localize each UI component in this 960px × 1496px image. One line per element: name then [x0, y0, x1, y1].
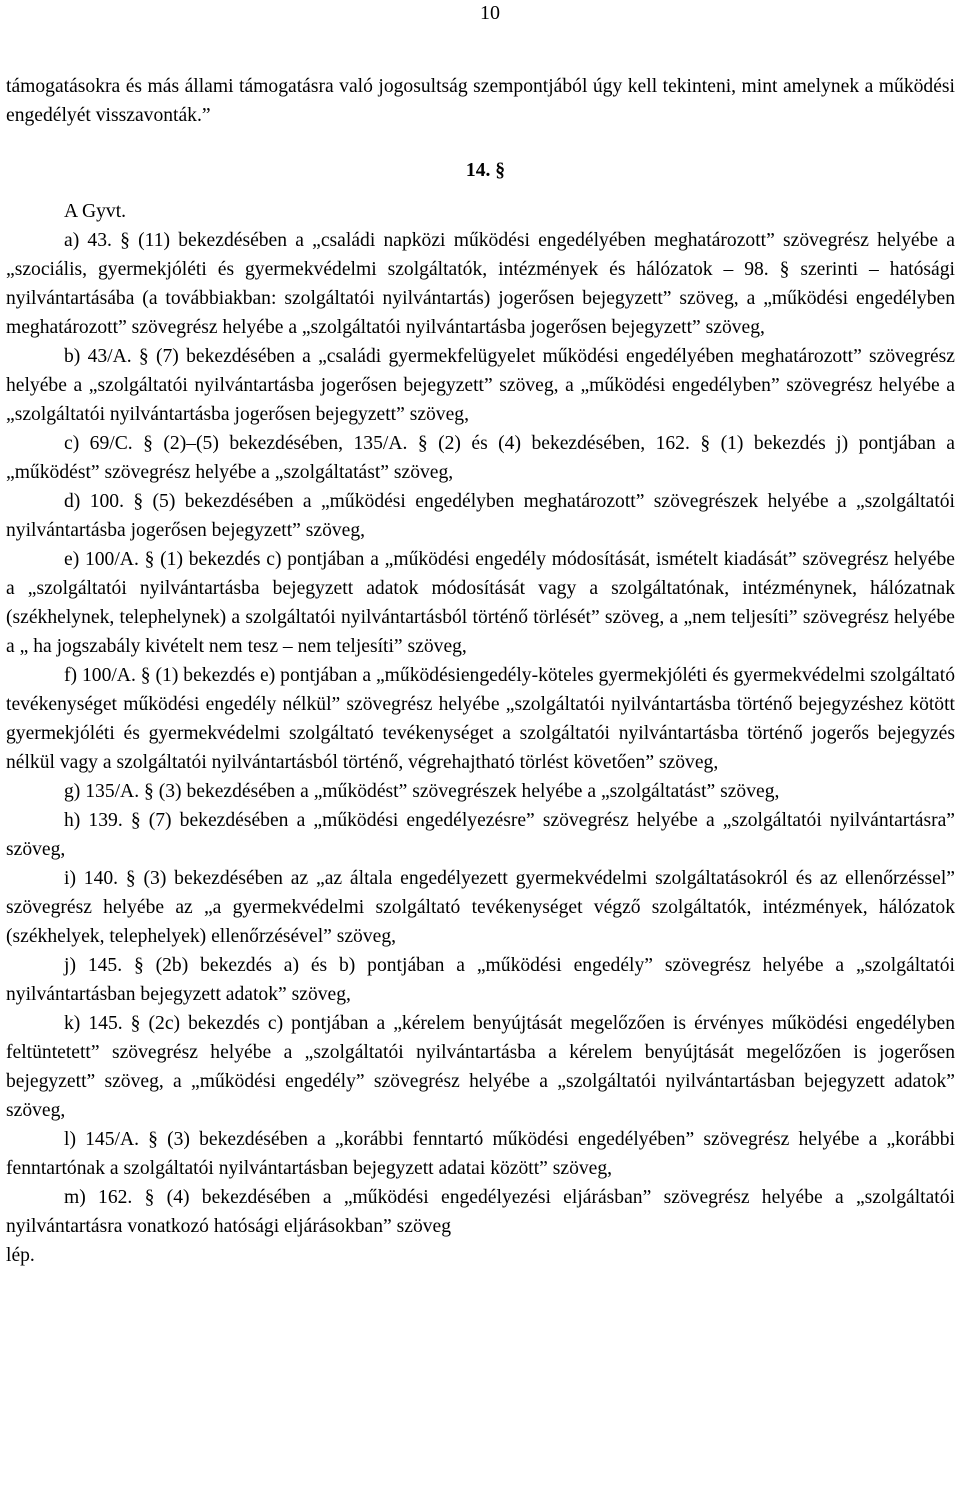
act-name: A Gyvt. [64, 201, 127, 222]
list-item: l) 145/A. § (3) bekezdésében a „korábbi fenntartó működési engedélyében” szövegrész helyébe a „korábbi fenntartónak a szolgáltatói nyilvántartásban bejegyzett adatai között” szöveg, [6, 1129, 955, 1179]
list-item: k) 145. § (2c) bekezdés c) pontjában a „kérelem benyújtását megelőzően is érvényes működési engedélyben feltüntetett” szövegrész helyébe a „szolgáltatói nyilvántartásba a kérelem benyújtását megelőzően is jogerősen bejegyzett” szöveg, a „működési engedély” szövegrész helyébe a „szolgáltatói nyilvántartásban bejegyzett adatok” szöveg, [6, 1013, 955, 1121]
list-item: h) 139. § (7) bekezdésében a „működési engedélyezésre” szövegrész helyébe a „szolgáltatói nyilvántartásra” szöveg, [6, 810, 955, 860]
list-item: d) 100. § (5) bekezdésében a „működési engedélyben meghatározott” szövegrészek helyébe a „szolgáltatói nyilvántartásba jogerősen bejegyzett” szöveg, [6, 491, 955, 541]
page-number: 10 [480, 2, 500, 24]
intro-paragraph: támogatásokra és más állami támogatásra való jogosultság szempontjából úgy kell tekinteni, mint amelynek a működési engedélyét visszavonták.” [6, 76, 955, 126]
list-item: b) 43/A. § (7) bekezdésében a „családi gyermekfelügyelet működési engedélyében meghatározott” szövegrész helyébe a „szolgáltatói nyilvántartásba jogerősen bejegyzett” szöveg, a „működési engedélyben” szövegrész helyébe a „szolgáltatói nyilvántartásba jogerősen bejegyzett” szöveg, [6, 346, 955, 425]
closing-text: lép. [6, 1245, 35, 1266]
list-item: a) 43. § (11) bekezdésében a „családi napközi működési engedélyében meghatározott” szövegrész helyébe a „szociális, gyermekjóléti és gyermekvédelmi szolgáltatók, intézmények és hálózatok ‒ 98. § szerinti ‒ hatósági nyilvántartásába (a továbbiakban: szolgáltatói nyilvántartás) jogerősen bejegyzett” szöveg, a „működési engedélyben meghatározott” szövegrész helyébe a „szolgáltatói nyilvántartásba jogerősen bejegyzett” szöveg, [6, 230, 955, 338]
list-item: i) 140. § (3) bekezdésében az „az általa engedélyezett gyermekvédelmi szolgáltatásokról és az ellenőrzéssel” szövegrész helyébe az „a gyermekvédelmi szolgáltató tevékenységet végző szolgáltatók, intézmények, hálózatok (székhelyek, telephelyek) ellenőrzésével” szöveg, [6, 868, 955, 947]
list-item: f) 100/A. § (1) bekezdés e) pontjában a „működésiengedély-köteles gyermekjóléti és gyermekvédelmi szolgáltató tevékenységet működési engedély nélkül” szövegrész helyébe „szolgáltatói nyilvántartásba történő bejegyzéshez kötött gyermekjóléti és gyermekvédelmi szolgáltató tevékenységet a szolgáltatói nyilvántartásba történő jogerős bejegyzés nélkül vagy a szolgáltatói nyilvántartásból történő, végrehajtható törlést követően” szöveg, [6, 665, 955, 773]
list-item: j) 145. § (2b) bekezdés a) és b) pontjában a „működési engedély” szövegrész helyébe a „szolgáltatói nyilvántartásban bejegyzett adatok” szöveg, [6, 955, 955, 1005]
document-body [6, 72, 955, 1270]
section-title: 14. § [465, 160, 506, 181]
list-item: e) 100/A. § (1) bekezdés c) pontjában a „működési engedély módosítását, ismételt kiadását” szövegrész helyébe a „szolgáltatói nyilvántartásba bejegyzett adatok módosítását vagy a szolgáltatónak, intézménynek, hálózatnak (székhelynek, telephelynek) a szolgáltatói nyilvántartásból történő törlését” szöveg, a „nem teljesíti” szövegrész helyébe a „ ha jogszabály kivételt nem tesz ‒ nem teljesíti” szöveg, [6, 549, 955, 657]
list-item: g) 135/A. § (3) bekezdésében a „működést” szövegrészek helyébe a „szolgáltatást” szöveg, [64, 781, 780, 802]
list-item: m) 162. § (4) bekezdésében a „működési engedélyezési eljárásban” szövegrész helyébe a „szolgáltatói nyilvántartásra vonatkozó hatósági eljárásokban” szöveg [6, 1187, 955, 1237]
list-item: c) 69/C. § (2)–(5) bekezdésében, 135/A. § (2) és (4) bekezdésében, 162. § (1) bekezdés j) pontjában a „működést” szövegrész helyébe a „szolgáltatást” szöveg, [6, 433, 955, 483]
